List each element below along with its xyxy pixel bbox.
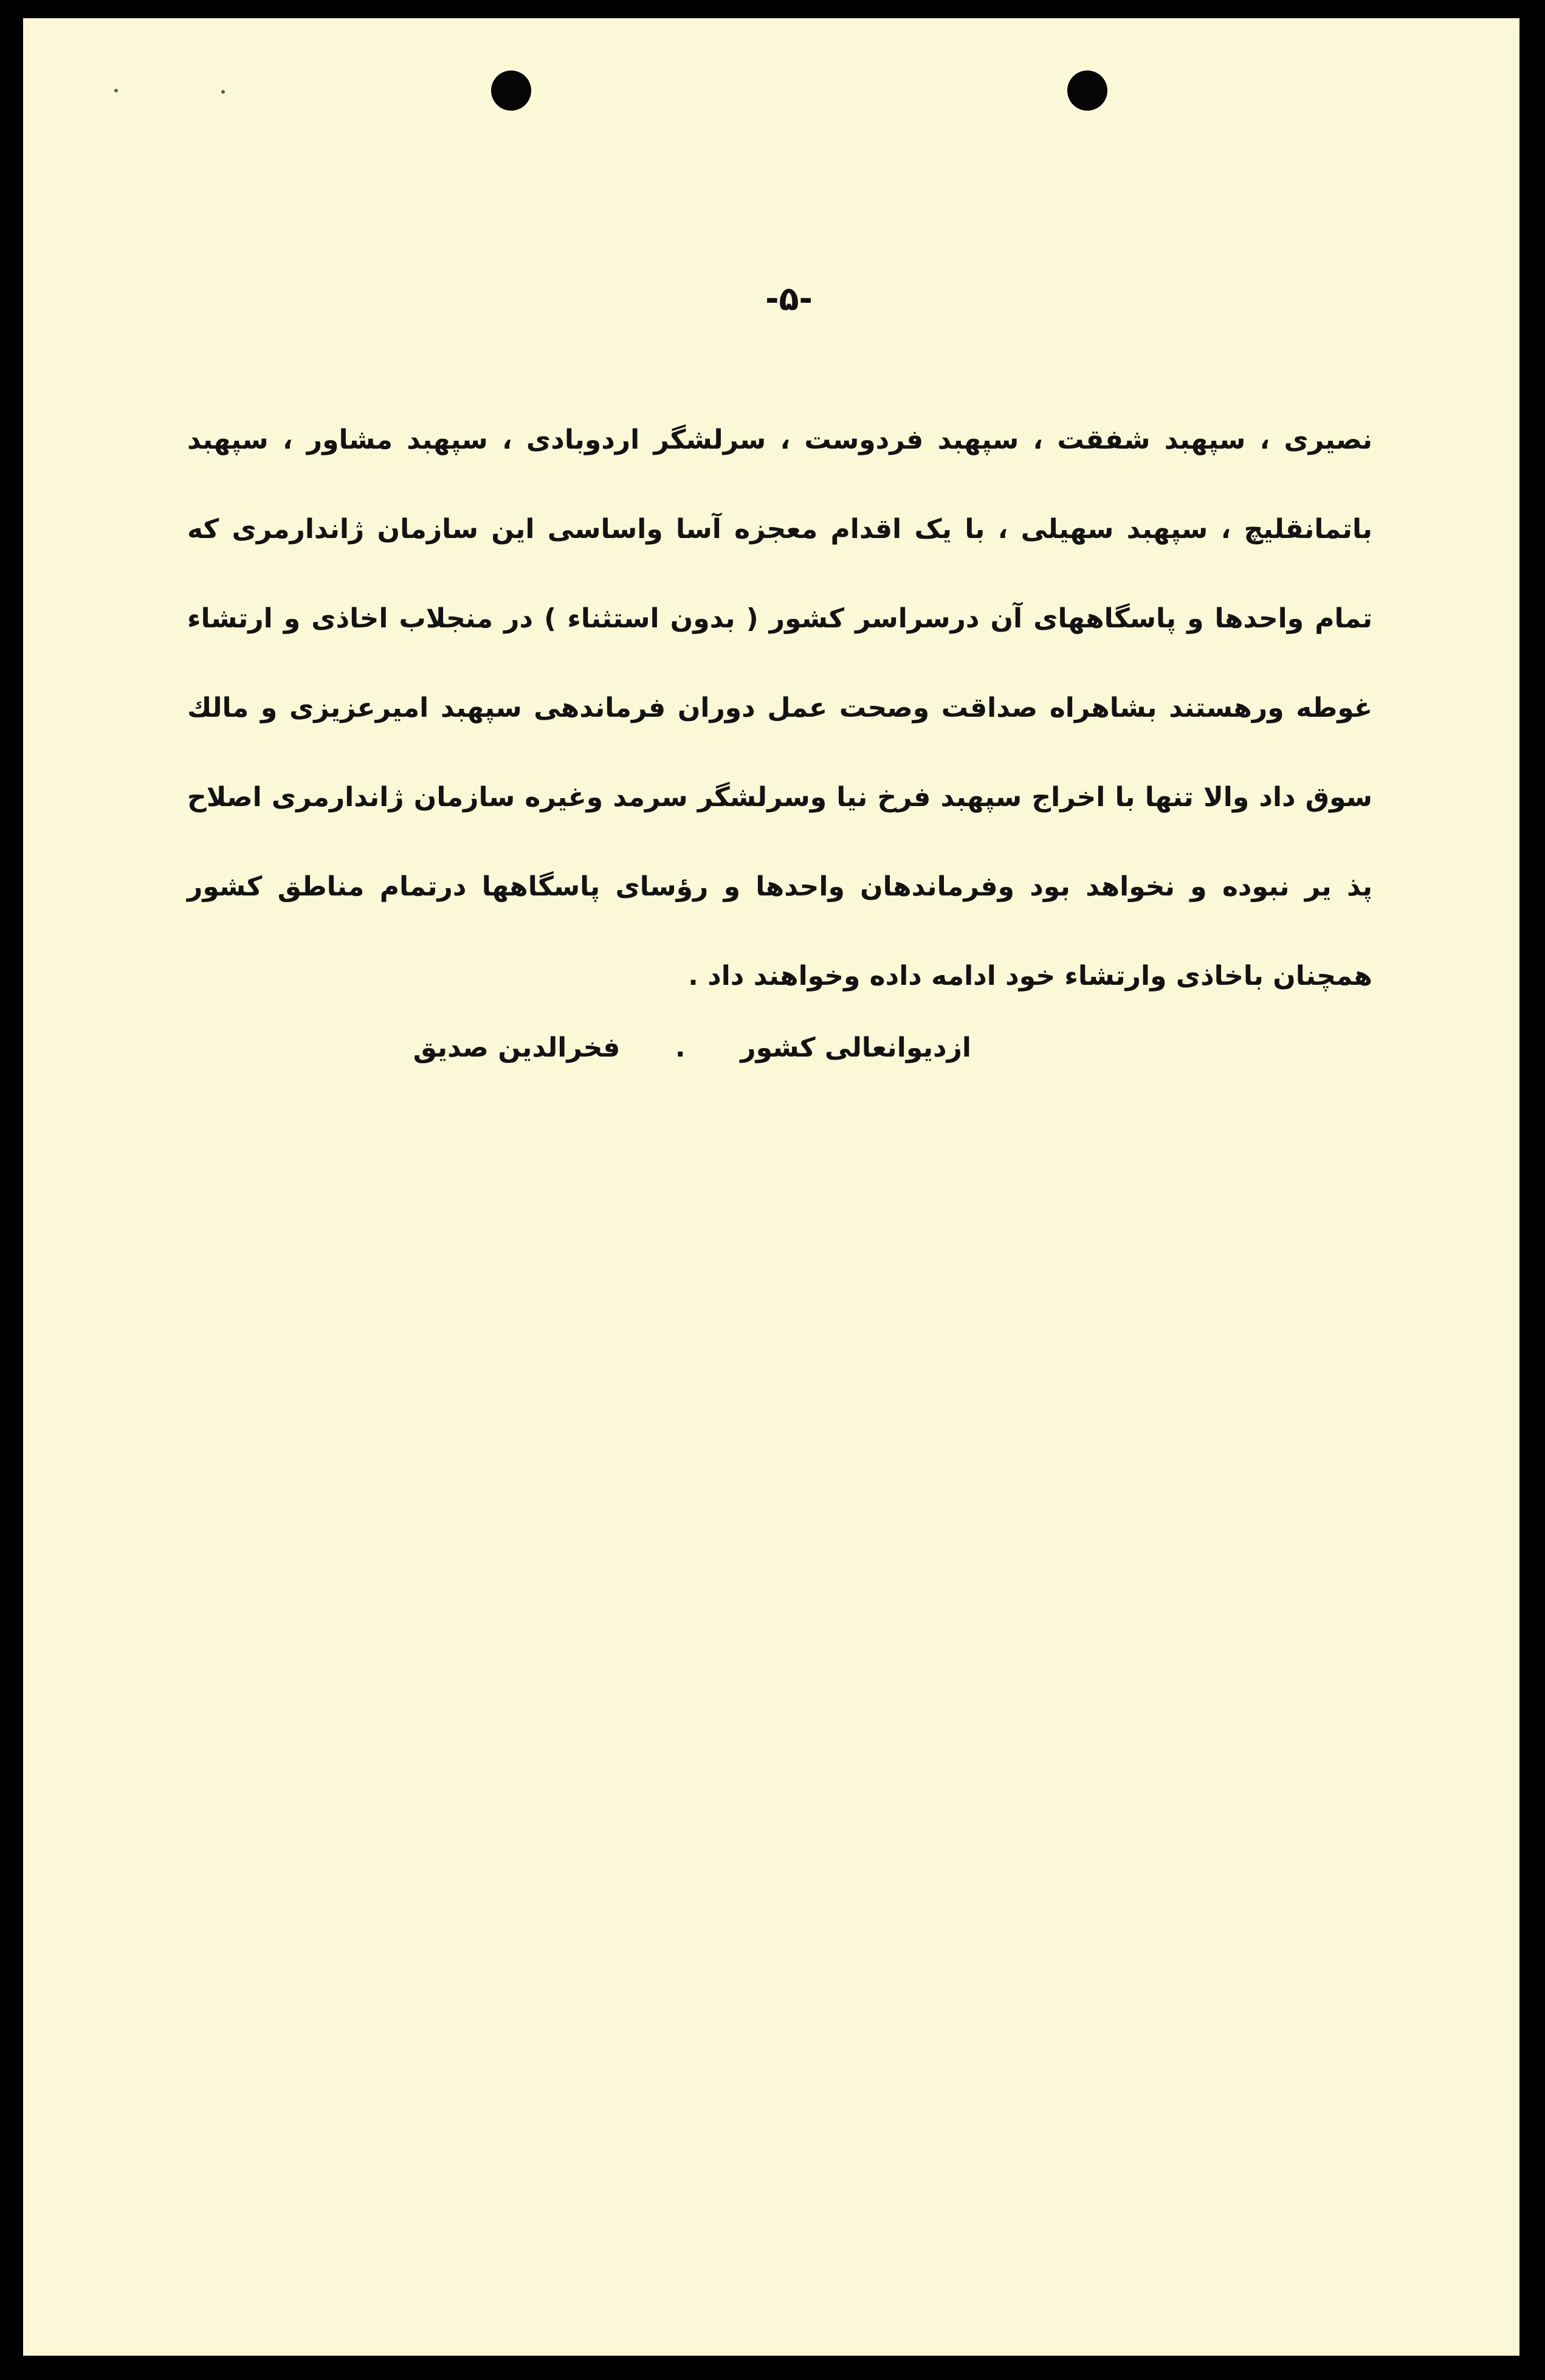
- punch-hole-right: [1067, 71, 1107, 111]
- body-paragraph: نصیری ، سپهبد شفقت ، سپهبد فردوست ، سرلشگر اردوبادی ، سپهبد مشاور ، سپهبد باتمانقلیچ ، سپهبد سهیلی ، با یک اقدام معجزه آسا واساسی این سازمان ژاندارمری که تمام واحدها و پاسگاههای آن درسراسر کشور ( بدون استثناء ) در منجلاب اخاذی و ارتشاء غوطه ورهستند بشاهراه صداقت وصحت عمل دوران فرماندهی سپهبد امیرعزیزی و مالك سوق داد والا تنها با اخراج سپهبد فرخ نیا وسرلشگر سرمد وغیره سازمان ژاندارمری اصلاح پذ یر نبوده و نخواهد بود وفرماندهان واحدها و رؤسای پاسگاهها درتمام مناطق کشور همچنان باخاذی وارتشاء خود ادامه داده وخواهند داد .: [187, 424, 1372, 992]
- signature-name: فخرالدین صدیق: [413, 1032, 621, 1063]
- document-page: [23, 18, 1519, 2356]
- paper-speck: [114, 89, 118, 92]
- page-number: -۵-: [765, 280, 813, 318]
- punch-hole-left: [491, 71, 531, 111]
- signature-separator: .: [675, 1032, 686, 1063]
- signature-source: ازدیوانعالی کشور: [740, 1032, 971, 1063]
- paper-speck: [221, 90, 225, 94]
- signature-line: [363, 1032, 971, 1063]
